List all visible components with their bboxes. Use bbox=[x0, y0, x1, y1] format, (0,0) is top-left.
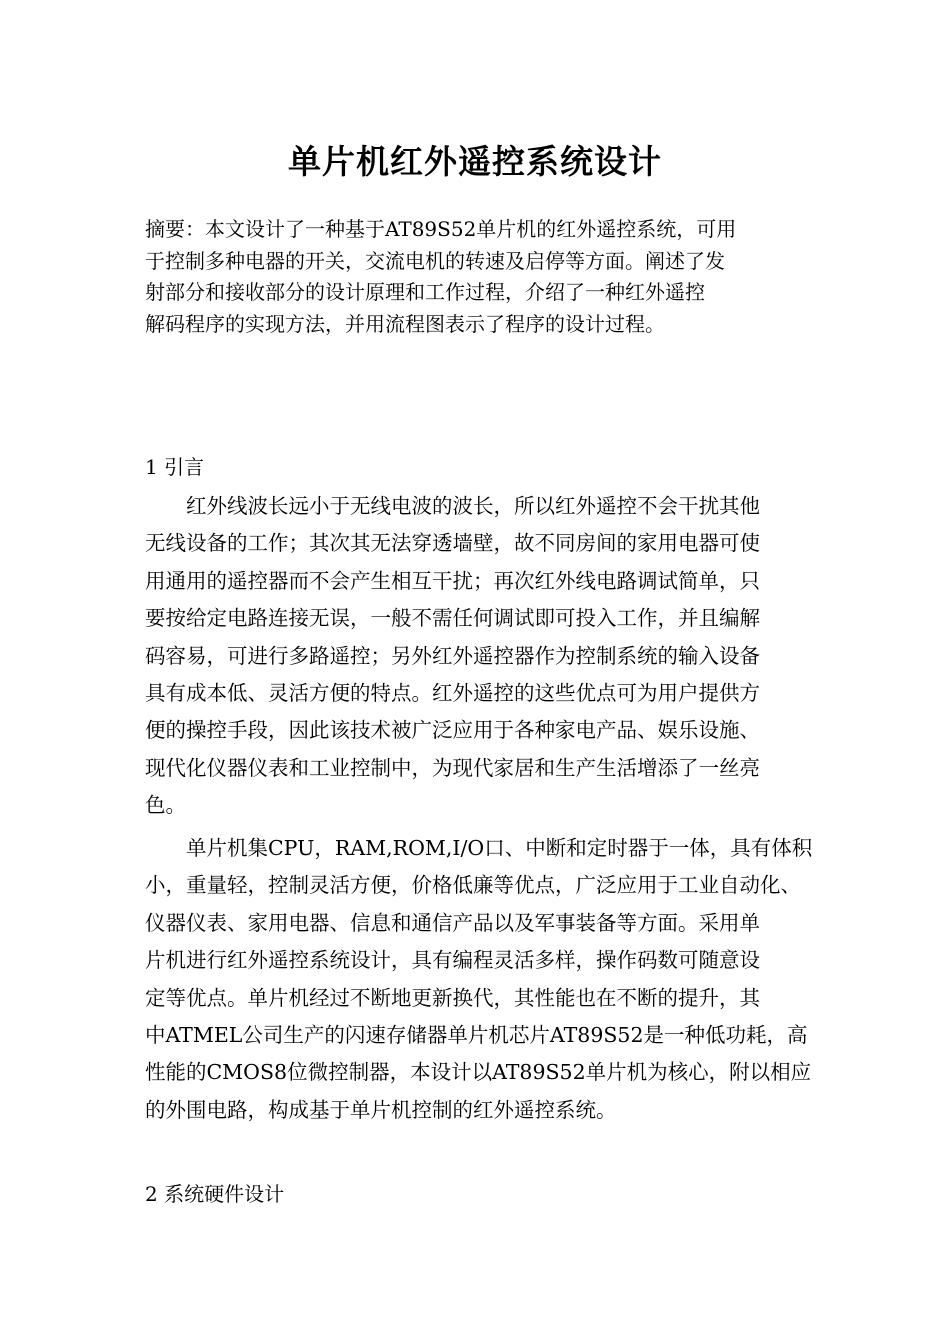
paragraph-line: 仪器仪表、家用电器、信息和通信产品以及军事装备等方面。采用单 bbox=[145, 910, 760, 935]
paragraph-line: 无线设备的工作；其次其无法穿透墙壁，故不同房间的家用电器可使 bbox=[145, 531, 760, 556]
paragraph-introduction-1 bbox=[145, 488, 815, 825]
paragraph-line: 的外围电路，构成基于单片机控制的红外遥控系统。 bbox=[145, 1097, 617, 1122]
paragraph-line: 性能的CMOS8位微控制器，本设计以AT89S52单片机为核心，附以相应 bbox=[145, 1060, 812, 1085]
abstract-line: 解码程序的实现方法，并用流程图表示了程序的设计过程。 bbox=[145, 311, 665, 336]
abstract-line: 摘要：本文设计了一种基于AT89S52单片机的红外遥控系统，可用 bbox=[145, 217, 737, 241]
paragraph-line: 现代化仪器仪表和工业控制中，为现代家居和生产生活增添了一丝亮 bbox=[145, 755, 760, 780]
paragraph-line: 便的操控手段，因此该技术被广泛应用于各种家电产品、娱乐设施、 bbox=[145, 718, 760, 743]
paragraph-line: 用通用的遥控器而不会产生相互干扰；再次红外线电路调试简单，只 bbox=[145, 568, 760, 593]
paragraph-line: 单片机集CPU，RAM,ROM,I/O口、中断和定时器于一体，具有体积 bbox=[186, 836, 813, 860]
paragraph-line: 色。 bbox=[145, 793, 186, 818]
paragraph-line: 具有成本低、灵活方便的特点。红外遥控的这些优点可为用户提供方 bbox=[145, 681, 760, 706]
paragraph-introduction-2 bbox=[145, 830, 815, 1129]
abstract-line: 于控制多种电器的开关，交流电机的转速及启停等方面。阐述了发 bbox=[145, 248, 725, 273]
paragraph-line: 中ATMEL公司生产的闪速存储器单片机芯片AT89S52是一种低功耗，高 bbox=[145, 1023, 808, 1048]
paragraph-line: 小，重量轻，控制灵活方便，价格低廉等优点，广泛应用于工业自动化、 bbox=[145, 873, 801, 898]
abstract-line: 射部分和接收部分的设计原理和工作过程，介绍了一种红外遥控 bbox=[145, 280, 705, 304]
document-title: 单片机红外遥控系统设计 bbox=[288, 142, 662, 181]
paragraph-line: 片机进行红外遥控系统设计，具有编程灵活多样，操作码数可随意设 bbox=[145, 948, 760, 973]
abstract bbox=[145, 214, 795, 340]
paragraph-line: 定等优点。单片机经过不断地更新换代，其性能也在不断的提升，其 bbox=[145, 985, 760, 1010]
section-heading-introduction: 1 引言 bbox=[145, 455, 205, 479]
paragraph-line: 要按给定电路连接无误，一般不需任何调试即可投入工作，并且编解 bbox=[145, 606, 760, 631]
paragraph-line: 码容易，可进行多路遥控；另外红外遥控器作为控制系统的输入设备 bbox=[145, 643, 760, 668]
section-heading-hardware-design: 2 系统硬件设计 bbox=[145, 1182, 285, 1206]
paragraph-line: 红外线波长远小于无线电波的波长，所以红外遥控不会干扰其他 bbox=[186, 494, 760, 518]
